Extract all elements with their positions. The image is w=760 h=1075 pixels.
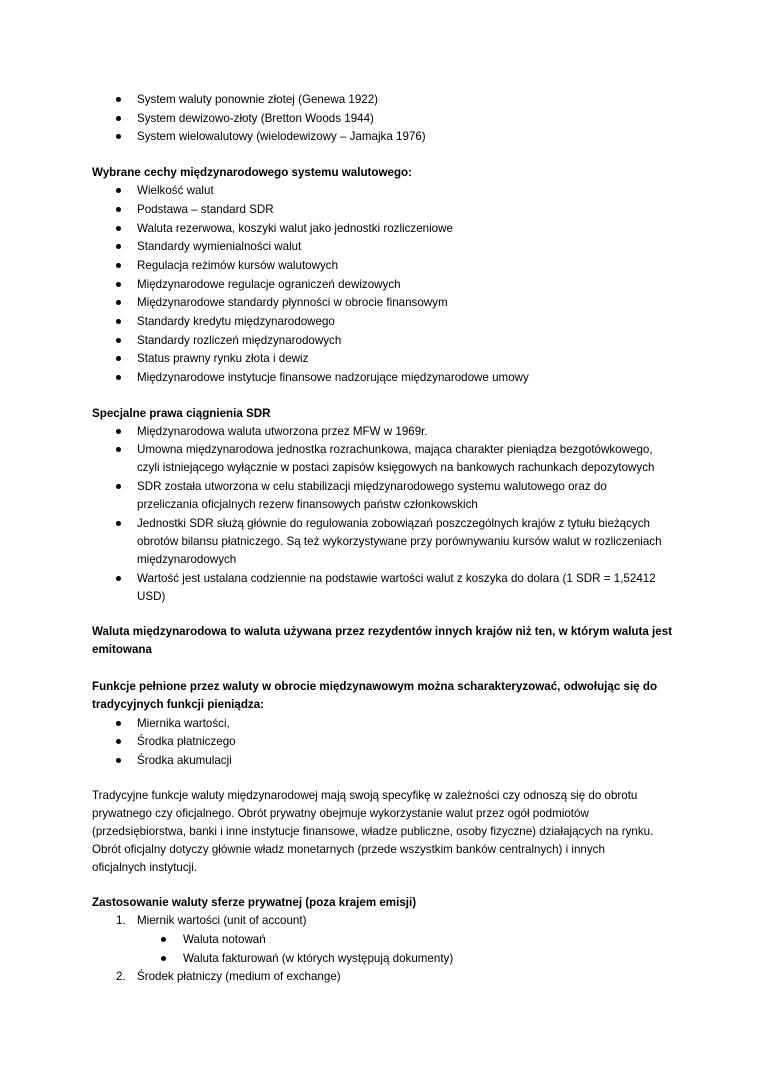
bold-paragraph-line: emitowana bbox=[92, 643, 152, 656]
list-item-continuation: międzynarodowych bbox=[137, 553, 237, 566]
list-item: Regulacja reżimów kursów walutowych bbox=[137, 259, 339, 272]
paragraph-line: (przedsiębiorstwa, banki i inne instytucje finansowe, władze publiczne, osoby fizyczne) działających na rynku. bbox=[92, 825, 654, 838]
list-item: SDR została utworzona w celu stabilizacji międzynarodowego systemu walutowego oraz do bbox=[137, 480, 607, 493]
paragraph-line: oficjalnych instytucji. bbox=[92, 861, 198, 874]
bullet-icon bbox=[116, 319, 121, 324]
list-item: Wartość jest ustalana codziennie na podstawie wartości walut z koszyka do dolara (1 SDR = 1,52412 bbox=[137, 572, 656, 585]
bullet-icon bbox=[116, 739, 121, 744]
bullet-icon bbox=[116, 244, 121, 249]
bullet-icon bbox=[116, 338, 121, 343]
numbered-item: Środek płatniczy (medium of exchange) bbox=[137, 970, 341, 983]
bullet-icon bbox=[161, 956, 166, 961]
list-item-continuation: USD) bbox=[137, 590, 166, 603]
paragraph-line: Obrót oficjalny dotyczy głównie władz monetarnych (przede wszystkim banków centralnych) i innych bbox=[92, 843, 605, 856]
list-number: 1. bbox=[116, 914, 126, 927]
list-item: Środka płatniczego bbox=[137, 735, 236, 748]
bold-paragraph-line: Waluta międzynarodowa to waluta używana przez rezydentów innych krajów niż ten, w którym waluta jest bbox=[92, 625, 673, 638]
paragraph-line: Tradycyjne funkcje waluty międzynarodowej mają swoją specyfikę w zależności czy odnoszą się do obrotu bbox=[92, 789, 638, 802]
list-item: Jednostki SDR służą głównie do regulowania zobowiązań poszczególnych krajów z tytułu bieżących bbox=[137, 517, 650, 530]
bullet-icon bbox=[116, 576, 121, 581]
section-heading: Wybrane cechy międzynarodowego systemu walutowego: bbox=[92, 166, 412, 179]
list-item: Podstawa – standard SDR bbox=[137, 203, 274, 216]
list-item: Środka akumulacji bbox=[137, 754, 232, 767]
bullet-icon bbox=[116, 356, 121, 361]
section-heading: Zastosowanie waluty sferze prywatnej (poza krajem emisji) bbox=[92, 896, 417, 909]
bullet-icon bbox=[116, 282, 121, 287]
list-item: Umowna międzynarodowa jednostka rozrachunkowa, mająca charakter pieniądza bezgotówkowego, bbox=[137, 443, 653, 456]
list-item: Standardy kredytu międzynarodowego bbox=[137, 315, 335, 328]
bullet-icon bbox=[116, 758, 121, 763]
list-item-continuation: czyli istniejącego wyłącznie w postaci zapisów księgowych na bankowych rachunkach depozytowych bbox=[137, 461, 655, 474]
section-heading: Specjalne prawa ciągnienia SDR bbox=[92, 407, 271, 420]
bullet-icon bbox=[116, 429, 121, 434]
bullet-icon bbox=[116, 207, 121, 212]
bullet-icon bbox=[116, 134, 121, 139]
list-item: Standardy wymienialności walut bbox=[137, 240, 302, 253]
bullet-icon bbox=[116, 226, 121, 231]
bullet-icon bbox=[116, 300, 121, 305]
bold-paragraph-line: Funkcje pełnione przez waluty w obrocie międzynawowym można scharakteryzować, odwołując się do bbox=[92, 680, 658, 693]
list-item: Międzynarodowe standardy płynności w obrocie finansowym bbox=[137, 296, 448, 309]
list-number: 2. bbox=[116, 970, 126, 983]
list-item: Międzynarodowe instytucje finansowe nadzorujące międzynarodowe umowy bbox=[137, 371, 529, 384]
bullet-icon bbox=[116, 521, 121, 526]
list-item: Standardy rozliczeń międzynarodowych bbox=[137, 334, 342, 347]
bullet-icon bbox=[161, 937, 166, 942]
list-item: Waluta rezerwowa, koszyki walut jako jednostki rozliczeniowe bbox=[137, 222, 453, 235]
list-item: Międzynarodowe regulacje ograniczeń dewizowych bbox=[137, 278, 401, 291]
bullet-icon bbox=[116, 484, 121, 489]
list-item: Miernika wartości, bbox=[137, 717, 230, 730]
bullet-icon bbox=[116, 188, 121, 193]
bullet-icon bbox=[116, 97, 121, 102]
list-item: Status prawny rynku złota i dewiz bbox=[137, 352, 309, 365]
bold-paragraph-line: tradycyjnych funkcji pieniądza: bbox=[92, 698, 265, 711]
paragraph-line: prywatnego czy oficjalnego. Obrót prywatny obejmuje wykorzystanie walut przez ogół podmiotów bbox=[92, 807, 589, 820]
list-item: Międzynarodowa waluta utworzona przez MFW w 1969r. bbox=[137, 425, 428, 438]
list-item: System waluty ponownie złotej (Genewa 1922) bbox=[137, 93, 379, 106]
sub-list-item: Waluta fakturowań (w których występują dokumenty) bbox=[183, 952, 454, 965]
list-item-continuation: obrotów bilansu płatniczego. Są też wykorzystywane przy porównywaniu kursów walut w rozliczeniach bbox=[137, 535, 662, 548]
bullet-icon bbox=[116, 263, 121, 268]
numbered-item: Miernik wartości (unit of account) bbox=[137, 914, 307, 927]
sub-list-item: Waluta notowań bbox=[183, 933, 266, 946]
list-item: Wielkość walut bbox=[137, 184, 214, 197]
list-item: System dewizowo-złoty (Bretton Woods 1944) bbox=[137, 112, 374, 125]
list-item-continuation: przeliczania oficjalnych rezerw finansowych państw członkowskich bbox=[137, 498, 478, 511]
list-item: System wielowalutowy (wielodewizowy – Jamajka 1976) bbox=[137, 130, 426, 143]
bullet-icon bbox=[116, 116, 121, 121]
bullet-icon bbox=[116, 447, 121, 452]
bullet-icon bbox=[116, 721, 121, 726]
bullet-icon bbox=[116, 375, 121, 380]
